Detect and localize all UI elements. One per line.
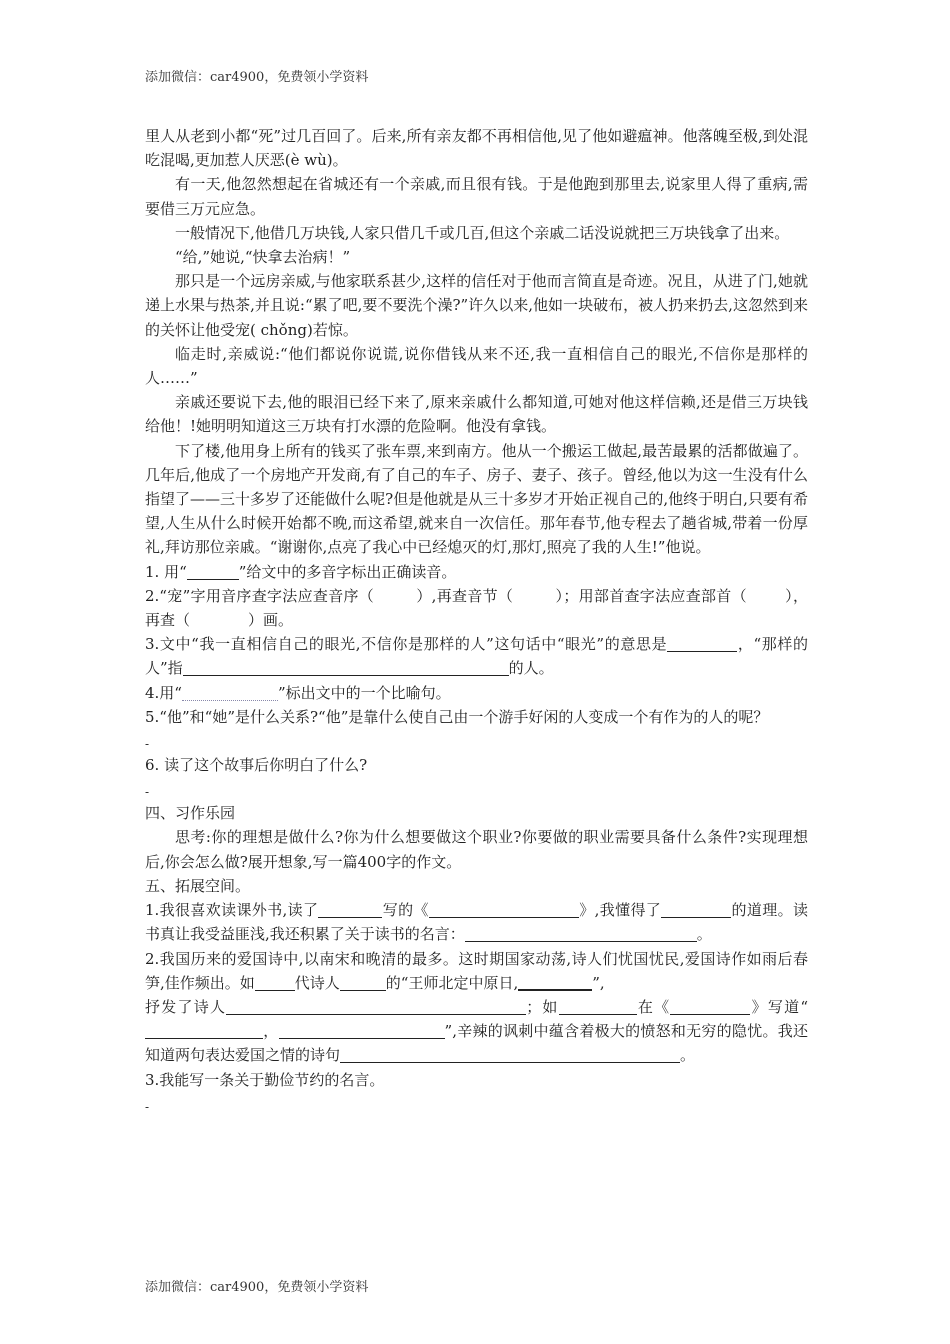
answer-line[interactable]: -	[145, 785, 150, 800]
document-body	[145, 124, 808, 1116]
story-paragraph: 那只是一个远房亲威,与他家联系甚少,这样的信任对于他而言简直是奇迹。况且，从进了门,她就递上水果与热茶,并且说:“累了吧,要不要洗个澡?”许久以来,他如一块破布，被人扔来扔去,这忽然到来的关怀让他受宠( chǒng)若惊。	[145, 272, 808, 339]
question-2: 2.“宠”字用音序查字法应查音序（ ）,再查音节（ ）；用部首查字法应查部首（ ），再查（ ）画。	[145, 586, 808, 630]
wavy-underline-sample	[182, 684, 278, 701]
question-3: 3.文中“我一直相信自己的眼光,不信你是那样的人”这句话中“眼光”的意思是 ，“那样的人”指 的人。	[145, 635, 808, 678]
answer-blank[interactable]	[145, 1022, 263, 1039]
section-title: 四、习作乐园	[145, 804, 236, 823]
answer-blank[interactable]	[183, 659, 509, 676]
page-header: 添加微信：car4900，免费领小学资料	[145, 70, 369, 85]
page-footer: 添加微信：car4900，免费领小学资料	[145, 1280, 369, 1295]
extension-item-2-cont: 抒发了诗人 ；如 在《 》写道“， ”,辛辣的讽刺中蕴含着极大的愤怒和无穷的隐忧。我还知道两句表达爱国之情的诗句 。	[145, 997, 808, 1065]
story-paragraph: 有一天,他忽然想起在省城还有一个亲戚,而且很有钱。于是他跑到那里去,说家里人得了重病,需要借三万元应急。	[145, 175, 808, 218]
answer-blank[interactable]	[661, 901, 731, 918]
answer-blank[interactable]	[670, 998, 750, 1015]
answer-blank[interactable]	[226, 998, 526, 1015]
answer-blank[interactable]	[559, 998, 637, 1015]
answer-blank[interactable]	[318, 901, 382, 918]
answer-blank[interactable]	[429, 901, 579, 918]
story-paragraph: 一般情况下,他借几万块钱,人家只借几千或几百,但这个亲戚二话没说就把三万块钱拿了出来。	[175, 223, 790, 242]
story-paragraph: 里人从老到小都“死”过几百回了。后来,所有亲友都不再相信他,见了他如避瘟神。他落魄至极,到处混吃混喝,更加惹人厌恶(è wù)。	[145, 127, 808, 170]
question-1: 1. 用“ ”给文中的多音字标出正确读音。	[145, 562, 457, 581]
answer-blank[interactable]	[340, 1046, 680, 1063]
section-title: 五、拓展空间。	[145, 876, 251, 895]
answer-blank[interactable]	[255, 974, 295, 991]
answer-line[interactable]: -	[145, 1099, 150, 1114]
answer-blank[interactable]	[187, 563, 239, 580]
answer-blank[interactable]	[279, 1022, 445, 1039]
answer-blank[interactable]	[518, 973, 592, 991]
question-6: 6. 读了这个故事后你明白了什么?	[145, 756, 368, 775]
answer-line[interactable]: -	[145, 737, 150, 752]
answer-blank[interactable]	[465, 925, 697, 942]
answer-blank[interactable]	[340, 974, 386, 991]
story-paragraph: 临走时,亲威说:“他们都说你说谎,说你借钱从来不还,我一直相信自己的眼光,不信你是那样的人……”	[145, 344, 808, 388]
answer-blank[interactable]	[667, 635, 737, 652]
question-5: 5.“他”和“她”是什么关系?“他”是靠什么使自己由一个游手好闲的人变成一个有作为的人的呢？	[145, 707, 769, 726]
extension-item-1: 1.我很喜欢读课外书,读了 写的《 》,我懂得了 的道理。读书真让我受益匪浅,我还积累了关于读书的名言： 。	[145, 901, 808, 944]
question-4: 4.用“ ”标出文中的一个比喻句。	[145, 683, 451, 702]
story-paragraph: 亲戚还要说下去,他的眼泪已经下来了,原来亲戚什么都知道,可她对他这样信赖,还是借三万块钱给他！!她明明知道这三万块有打水漂的危险啊。他没有拿钱。	[145, 393, 808, 436]
story-paragraph: 下了楼,他用身上所有的钱买了张车票,来到南方。他从一个搬运工做起,最苦最累的活都做遍了。几年后,他成了一个房地产开发商,有了自己的车子、房子、妻子、孩子。曾经,他以为这一生没有什么指望了——三十多岁了还能做什么呢?但是他就是从三十多岁才开始正视自己的,他终于明白,只要有希望,人生从什么时候开始都不晚,而这希望,就来自一次信任。那年春节,他专程去了趟省城,带着一份厚礼,拜访那位亲戚。“谢谢你,点亮了我心中已经熄灭的灯,那灯,照亮了我的人生!”他说。	[145, 441, 808, 557]
composition-prompt: 思考:你的理想是做什么?你为什么想要做这个职业?你要做的职业需要具备什么条件?实现理想后,你会怎么做?展开想象,写一篇400字的作文。	[145, 828, 808, 871]
extension-item-3: 3.我能写一条关于勤俭节约的名言。	[145, 1070, 385, 1089]
story-paragraph: “给,”她说,“快拿去治病！”	[175, 248, 351, 267]
extension-item-2: 2.我国历来的爱国诗中,以南宋和晚清的最多。这时期国家动荡,诗人们忧国忧民,爱国诗作如雨后春笋,佳作频出。如 代诗人 的“王师北定中原日, ”,	[145, 949, 808, 992]
